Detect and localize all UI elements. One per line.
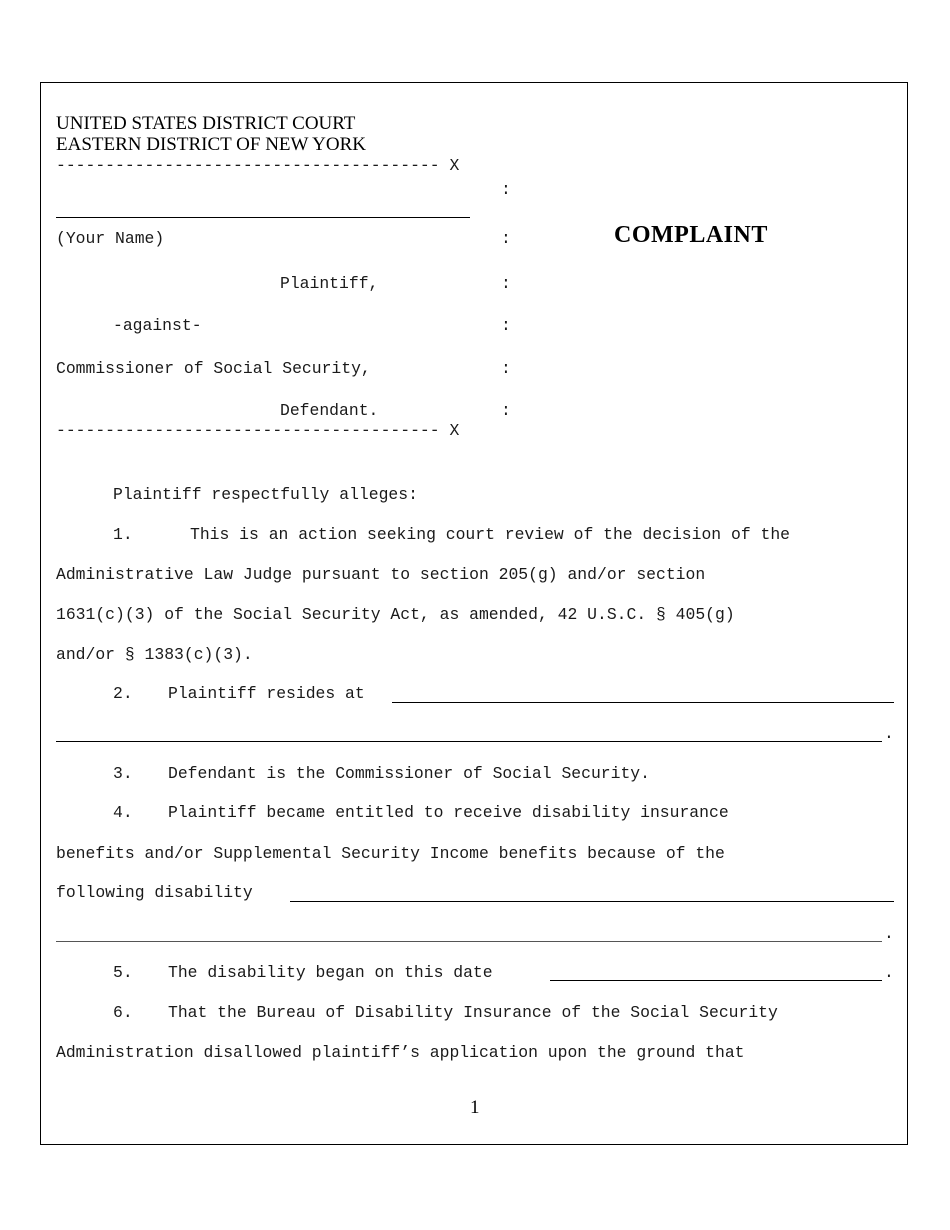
caption-top-dash-line: --------------------------------------- X bbox=[56, 156, 460, 175]
caption-colon: : bbox=[501, 274, 511, 293]
your-name-field[interactable] bbox=[56, 217, 470, 218]
your-name-label: (Your Name) bbox=[56, 229, 165, 248]
paragraph-6-line: Administration disallowed plaintiff’s application upon the ground that bbox=[56, 1043, 745, 1062]
disability-date-field[interactable] bbox=[550, 980, 882, 981]
paragraph-1-line: Administrative Law Judge pursuant to section 205(g) and/or section bbox=[56, 565, 706, 584]
caption-colon: : bbox=[501, 229, 511, 248]
defendant-name: Commissioner of Social Security, bbox=[56, 359, 371, 378]
caption-colon: : bbox=[501, 316, 511, 335]
paragraph-6-number: 6. bbox=[113, 1003, 133, 1022]
paragraph-1-line: This is an action seeking court review of the decision of the bbox=[190, 525, 790, 544]
paragraph-1-line: and/or § 1383(c)(3). bbox=[56, 645, 253, 664]
period: . bbox=[884, 963, 894, 982]
caption-colon: : bbox=[501, 180, 511, 199]
paragraph-5-text: The disability began on this date bbox=[168, 963, 493, 982]
caption-colon: : bbox=[501, 359, 511, 378]
disability-field-continued[interactable] bbox=[56, 941, 882, 942]
paragraph-3-number: 3. bbox=[113, 764, 133, 783]
document-title: COMPLAINT bbox=[614, 222, 768, 248]
period: . bbox=[884, 924, 894, 943]
paragraph-4-line: Plaintiff became entitled to receive disability insurance bbox=[168, 803, 729, 822]
period: . bbox=[884, 724, 894, 743]
paragraph-3-text: Defendant is the Commissioner of Social Security. bbox=[168, 764, 650, 783]
paragraph-1-line: 1631(c)(3) of the Social Security Act, as amended, 42 U.S.C. § 405(g) bbox=[56, 605, 735, 624]
court-district: EASTERN DISTRICT OF NEW YORK bbox=[56, 134, 366, 155]
paragraph-6-line: That the Bureau of Disability Insurance of the Social Security bbox=[168, 1003, 778, 1022]
paragraph-2-number: 2. bbox=[113, 684, 133, 703]
caption-colon: : bbox=[501, 401, 511, 420]
page-number: 1 bbox=[470, 1097, 480, 1118]
against-label: -against- bbox=[113, 316, 202, 335]
residence-field[interactable] bbox=[392, 702, 894, 703]
caption-bottom-dash-line: --------------------------------------- X bbox=[56, 421, 460, 440]
residence-field-continued[interactable] bbox=[56, 741, 882, 742]
intro-text: Plaintiff respectfully alleges: bbox=[113, 485, 418, 504]
paragraph-4-line: following disability bbox=[56, 883, 253, 902]
plaintiff-label: Plaintiff, bbox=[280, 274, 379, 293]
paragraph-5-number: 5. bbox=[113, 963, 133, 982]
court-name: UNITED STATES DISTRICT COURT bbox=[56, 113, 356, 134]
paragraph-4-number: 4. bbox=[113, 803, 133, 822]
paragraph-2-text: Plaintiff resides at bbox=[168, 684, 365, 703]
paragraph-4-line: benefits and/or Supplemental Security Income benefits because of the bbox=[56, 844, 725, 863]
paragraph-1-number: 1. bbox=[113, 525, 133, 544]
defendant-label: Defendant. bbox=[280, 401, 379, 420]
disability-field[interactable] bbox=[290, 901, 894, 902]
